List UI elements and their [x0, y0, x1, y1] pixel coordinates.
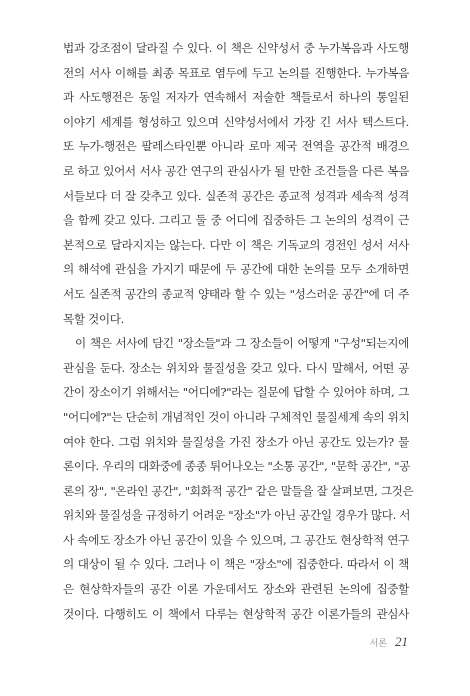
text-line: 서들보다 더 잘 갖추고 있다. 실존적 공간은 종교적 성격과 세속적 성격	[63, 188, 409, 203]
text-line: 을 함께 갖고 있다. 그리고 둘 중 어디에 집중하든 그 논의의 성격이 근	[63, 213, 409, 228]
text-line: 사 속에도 장소가 아닌 공간이 있을 수 있으며, 그 공간도 현상학적 연구	[63, 532, 409, 547]
text-line: 이야기 세계를 형성하고 있으며 신약성서에서 가장 긴 서사 텍스트다.	[63, 114, 409, 129]
text-line: 의 해석에 관심을 가지기 때문에 두 공간에 대한 논의를 모두 소개하면	[63, 262, 409, 277]
text-line: 또 누가-행전은 팔레스타인뿐 아니라 로마 제국 전역을 공간적 배경으	[63, 139, 409, 154]
text-line-paragraph-end: 목할 것이다.	[63, 311, 124, 326]
running-head: 서론	[369, 639, 387, 649]
text-line: 서도 실존적 공간의 종교적 양태라 할 수 있는 "성스러운 공간"에 더 주	[63, 286, 409, 301]
text-line: 위치와 물질성을 규정하기 어려운 "장소"가 아닌 공간일 경우가 많다. 서	[63, 508, 411, 523]
page-number: 21	[395, 634, 408, 649]
body-text	[63, 36, 414, 626]
text-line: 론의 장", "온라인 공간", "회화적 공간" 같은 말들을 잘 살펴보면, 그것은	[63, 483, 414, 498]
text-line: "어디에?"는 단순히 개념적인 것이 아니라 구체적인 물질세계 속의 위치	[63, 409, 410, 424]
text-line: 여야 한다. 그럼 위치와 물질성을 가진 장소가 아닌 공간도 있는가? 물	[63, 434, 409, 449]
page-footer	[370, 634, 408, 654]
text-line: 간이 장소이기 위해서는 "어디에?"라는 질문에 답할 수 있어야 하며, 그	[63, 385, 409, 400]
text-line: 과 사도행전은 동일 저자가 연속해서 저술한 책들로서 하나의 통일된	[63, 90, 409, 105]
text-line: 의 대상이 될 수 있다. 그러나 이 책은 "장소"에 집중한다. 따라서 이 책	[63, 557, 409, 572]
text-line: 론이다. 우리의 대화중에 종종 튀어나오는 "소통 공간", "문학 공간", "공	[63, 459, 411, 474]
text-line-paragraph-start: 이 책은 서사에 담긴 "장소들"과 그 장소들이 어떻게 "구성"되는지에	[75, 336, 409, 351]
text-line: 로 하고 있어서 서사 공간 연구의 관심사가 될 만한 조건들을 다른 복음	[63, 163, 409, 178]
text-line: 관심을 둔다. 장소는 위치와 물질성을 갖고 있다. 다시 말해서, 어떤 공	[63, 360, 409, 375]
text-line: 법과 강조점이 달라질 수 있다. 이 책은 신약성서 중 누가복음과 사도행	[63, 41, 409, 55]
text-line: 것이다. 다행히도 이 책에서 다루는 현상학적 공간 이론가들의 관심사	[63, 606, 409, 621]
text-line: 전의 서사 이해를 최종 목표로 염두에 두고 논의를 진행한다. 누가복음	[63, 65, 409, 80]
text-line: 은 현상학자들의 공간 이론 가운데서도 장소와 관련된 논의에 집중할	[63, 582, 409, 597]
text-line: 본적으로 달라지지는 않는다. 다만 이 책은 기독교의 경전인 성서 서사	[63, 237, 409, 252]
